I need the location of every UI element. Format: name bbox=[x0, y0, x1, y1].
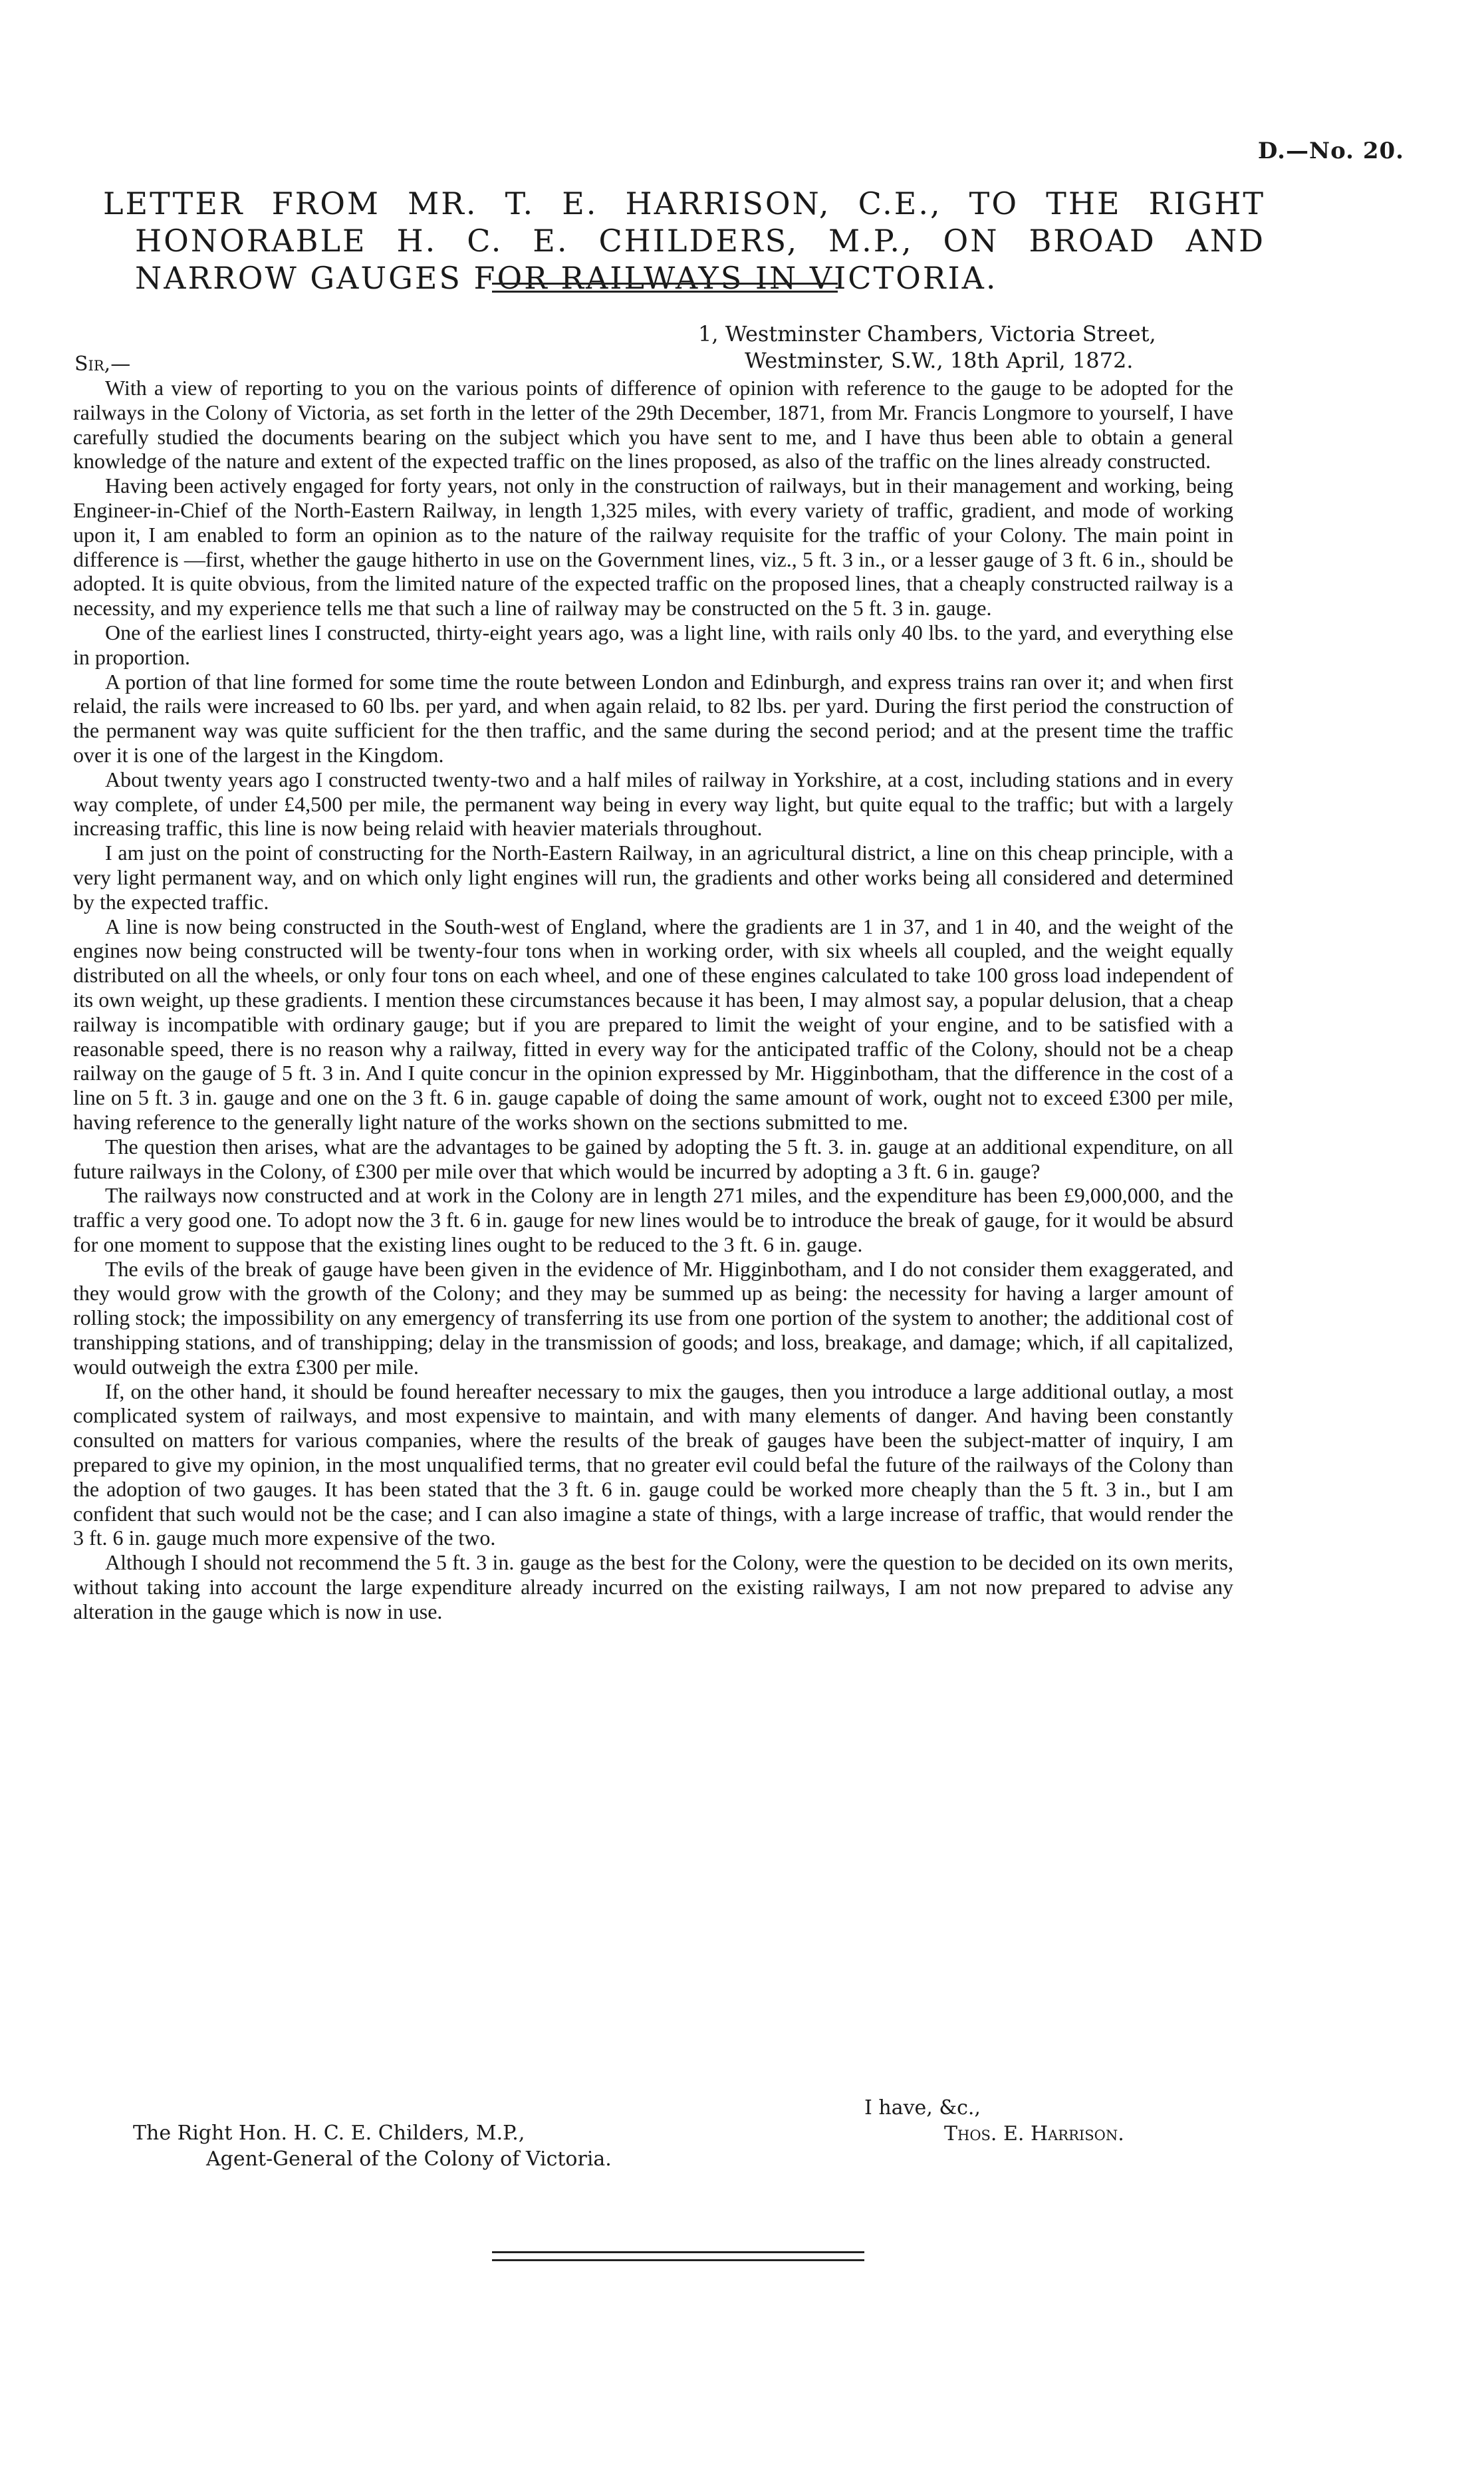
paragraph: One of the earliest lines I constructed, thirty-eight years ago, was a light line, with rails only 40 lbs. to the yard, and everything else in proportion. bbox=[73, 620, 1233, 669]
paragraph: I am just on the point of constructing for the North-Eastern Railway, in an agricultural district, a line on this cheap principle, with a very light permanent way, and on which only light engines will run, the gradients and other works being all considered and determined by the expected traffic. bbox=[73, 841, 1233, 914]
signature: Thos. E. Harrison. bbox=[944, 2122, 1124, 2145]
paragraph: About twenty years ago I constructed twenty-two and a half miles of railway in Yorkshire, at a cost, including stations and in every way complete, of under £4,500 per mile, the permanent way being in every way light, but quite equal to the traffic; but with a largely increasing traffic, this line is now being relaid with heavier materials throughout. bbox=[73, 767, 1233, 841]
addressee-line-2: Agent-General of the Colony of Victoria. bbox=[206, 2147, 612, 2171]
letter-body bbox=[73, 376, 1233, 1624]
address-line-2: Westminster, S.W., 18th April, 1872. bbox=[745, 348, 1134, 373]
paragraph: The evils of the break of gauge have been given in the evidence of Mr. Higginbotham, and I do not consider them exaggerated, and they would grow with the growth of the Colony; and they may be summed up as being: the necessity for having a larger amount of rolling stock; the impossibility on any emergency of transferring its use from one portion of the system to another; the additional cost of transhipping stations, and of transhipping; delay in the transmission of goods; and loss, breakage, and damage; which, if all capitalized, would outweigh the extra £300 per mile. bbox=[73, 1256, 1233, 1379]
paragraph: With a view of reporting to you on the various points of difference of opinion with reference to the gauge to be adopted for the railways in the Colony of Victoria, as set forth in the letter of the 29th December, 1871, from Mr. Francis Longmore to yourself, I have carefully studied the documents bearing on the subject which you have sent to me, and I have thus been able to obtain a general knowledge of the nature and extent of the expected traffic on the lines proposed, as also of the traffic on the lines already constructed. bbox=[73, 376, 1233, 474]
title-divider bbox=[492, 283, 838, 293]
paragraph: The railways now constructed and at work in the Colony are in length 271 miles, and the expenditure has been £9,000,000, and the traffic a very good one. To adopt now the 3 ft. 6 in. gauge for new lines would be to introduce the break of gauge, for it would be absurd for one moment to suppose that the existing lines ought to be reduced to the 3 ft. 6 in. gauge. bbox=[73, 1183, 1233, 1256]
paragraph: The question then arises, what are the advantages to be gained by adopting the 5 ft. 3. in. gauge at an additional expenditure, on all future railways in the Colony, of £300 per mile over that which would be incurred by adopting a 3 ft. 6 in. gauge? bbox=[73, 1134, 1233, 1183]
paragraph: A portion of that line formed for some time the route between London and Edinburgh, and express trains ran over it; and when first relaid, the rails were increased to 60 lbs. per yard, and when again relaid, to 82 lbs. per yard. During the first period the construction of the permanent way was quite sufficient for the then traffic, and the same during the second period; and at the present time the traffic over it is one of the largest in the Kingdom. bbox=[73, 669, 1233, 767]
salutation: Sir,— bbox=[74, 352, 131, 376]
paragraph: Having been actively engaged for forty years, not only in the construction of railways, but in their management and working, being Engineer-in-Chief of the North-Eastern Railway, in length 1,325 miles, with every variety of traffic, gradient, and mode of working upon it, I am enabled to form an opinion as to the nature of the railway requisite for the traffic of your Colony. The main point in difference is —first, whether the gauge hitherto in use on the Government lines, viz., 5 ft. 3 in., or a lesser gauge of 3 ft. 6 in., should be adopted. It is quite obvious, from the limited nature of the expected traffic on the proposed lines, that a cheaply constructed railway is a necessity, and my experience tells me that such a line of railway may be constructed on the 5 ft. 3 in. gauge. bbox=[73, 474, 1233, 620]
document-title: LETTER FROM MR. T. E. HARRISON, C.E., TO THE RIGHT HONORABLE H. C. E. CHILDERS, M.P., ON BROAD AND NARROW GAUGES FOR RAILWAYS IN VICTORIA. bbox=[103, 186, 1265, 296]
paragraph: A line is now being constructed in the South-west of England, where the gradients are 1 in 37, and 1 in 40, and the weight of the engines now being constructed will be twenty-four tons when in working order, with six wheels all coupled, and the weight equally distributed on all the wheels, or only four tons on each wheel, and one of these engines calculated to take 100 gross load independent of its own weight, up these gradients. I mention these circumstances because it has been, I may almost say, a popular delusion, that a cheap railway is incompatible with ordinary gauge; but if you are prepared to limit the weight of your engine, and to be satisfied with a reasonable speed, there is no reason why a railway, fitted in every way for the anticipated traffic of the Colony, should not be a cheap railway on the gauge of 5 ft. 3 in. And I quite concur in the opinion expressed by Mr. Higginbotham, that the difference in the cost of a line on 5 ft. 3 in. gauge and one on the 3 ft. 6 in. gauge capable of doing the same amount of work, ought not to exceed £300 per mile, having reference to the generally light nature of the works shown on the sections submitted to me. bbox=[73, 914, 1233, 1134]
reference-number: D.—No. 20. bbox=[1257, 138, 1404, 164]
paragraph: If, on the other hand, it should be found hereafter necessary to mix the gauges, then you introduce a large additional outlay, a most complicated system of railways, and most expensive to maintain, and with many elements of danger. And having been constantly consulted on matters for various companies, where the results of the break of gauges have been the subject-matter of inquiry, I am prepared to give my opinion, in the most unqualified terms, that no greater evil could befal the future of the railways of the Colony than the adoption of two gauges. It has been stated that the 3 ft. 6 in. gauge could be worked more cheaply than the 5 ft. 3 in., but I am confident that such would not be the case; and I can also imagine a state of things, with a large increase of traffic, that would render the 3 ft. 6 in. gauge much more expensive of the two. bbox=[73, 1379, 1233, 1550]
valediction: I have, &c., bbox=[864, 2096, 981, 2120]
address-line-1: 1, Westminster Chambers, Victoria Street, bbox=[698, 321, 1156, 346]
addressee-line-1: The Right Hon. H. C. E. Childers, M.P., bbox=[133, 2122, 525, 2145]
addressee-block bbox=[133, 2120, 612, 2172]
end-divider bbox=[492, 2251, 864, 2261]
sender-address bbox=[698, 321, 1230, 374]
closing-signature bbox=[864, 2095, 1124, 2147]
paragraph: Although I should not recommend the 5 ft. 3 in. gauge as the best for the Colony, were the question to be decided on its own merits, without taking into account the large expenditure already incurred on the existing railways, I am not now prepared to advise any alteration in the gauge which is now in use. bbox=[73, 1550, 1233, 1623]
